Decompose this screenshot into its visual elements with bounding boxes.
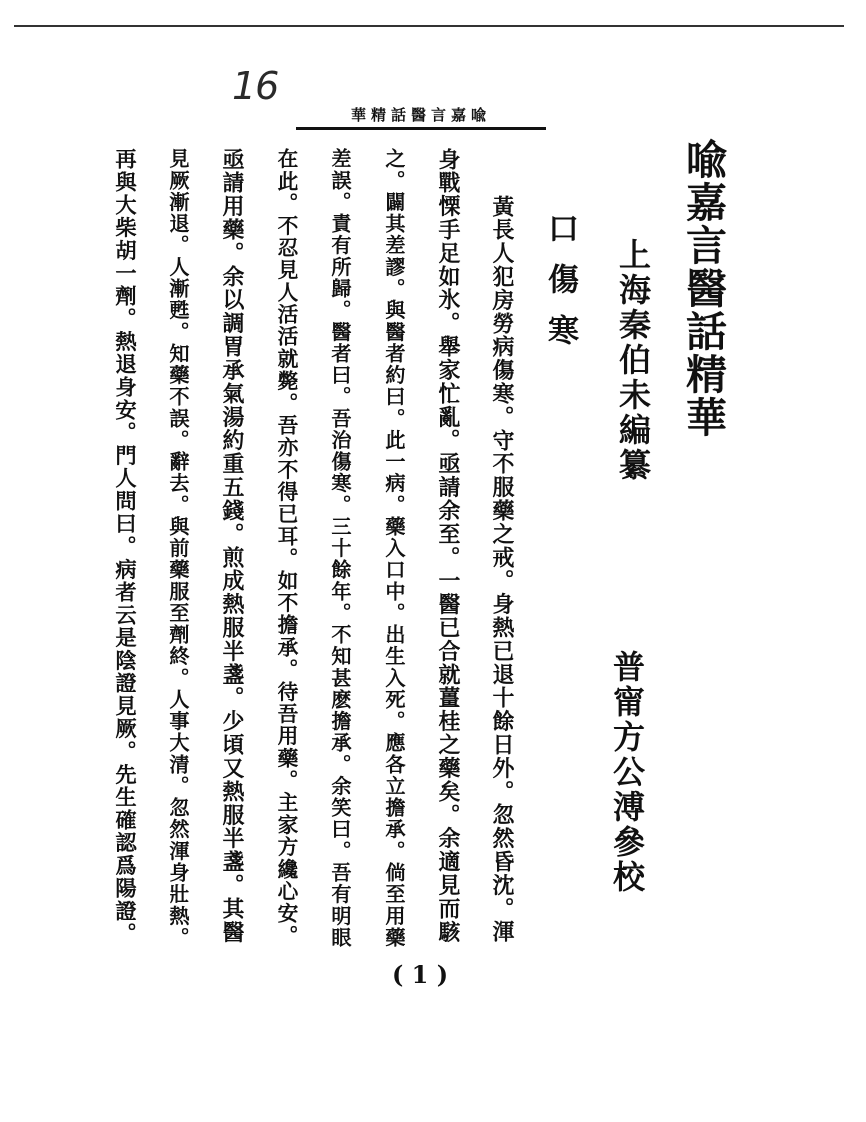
body-column-2: 身戰慄手足如氷。舉家忙亂。亟請余至。一醫已合就薑桂之藥矣。余適見而駭	[435, 148, 461, 944]
editor-line: 上海秦伯未編纂	[614, 238, 652, 483]
page-number: ( 1 )	[391, 960, 449, 989]
body-column-6: 亟請用藥。余以調胃承氣湯約重五錢。煎成熱服半盞。少頃又熱服半盞。其醫	[219, 148, 245, 944]
book-title: 喩嘉言醫話精華	[679, 138, 727, 439]
body-column-4: 差誤。責有所歸。醫者曰。吾治傷寒。三十餘年。不知甚麽擔承。余笑曰。吾有明眼	[328, 148, 352, 949]
handwritten-page-number: 16	[232, 64, 279, 108]
running-header: 喩嘉言醫話精華	[350, 106, 491, 124]
body-column-3: 之。闢其差謬。與醫者約曰。此一病。藥入口中。出生入死。應各立擔承。倘至用藥	[382, 148, 406, 949]
body-column-5: 在此。不忍見人活活就斃。吾亦不得已耳。如不擔承。待吾用藥。主家方纔心安。	[274, 148, 298, 947]
header-rule	[296, 127, 546, 130]
body-column-8: 再與大柴胡一劑。熱退身安。門人問曰。病者云是陰證見厥。先生確認爲陽證。	[112, 148, 137, 946]
body-column-1: 黃長人犯房勞病傷寒。守不服藥之戒。身熱已退十餘日外。忽然昏沈。渾	[489, 195, 515, 944]
proofreader-line: 普甯方公溥參校	[608, 650, 646, 895]
section-title: 口傷寒	[542, 212, 578, 365]
top-rule	[14, 25, 844, 27]
body-column-7: 見厥漸退。人漸甦。知藥不誤。辭去。與前藥服至劑終。人事大清。忽然渾身壯熱。	[166, 148, 190, 949]
